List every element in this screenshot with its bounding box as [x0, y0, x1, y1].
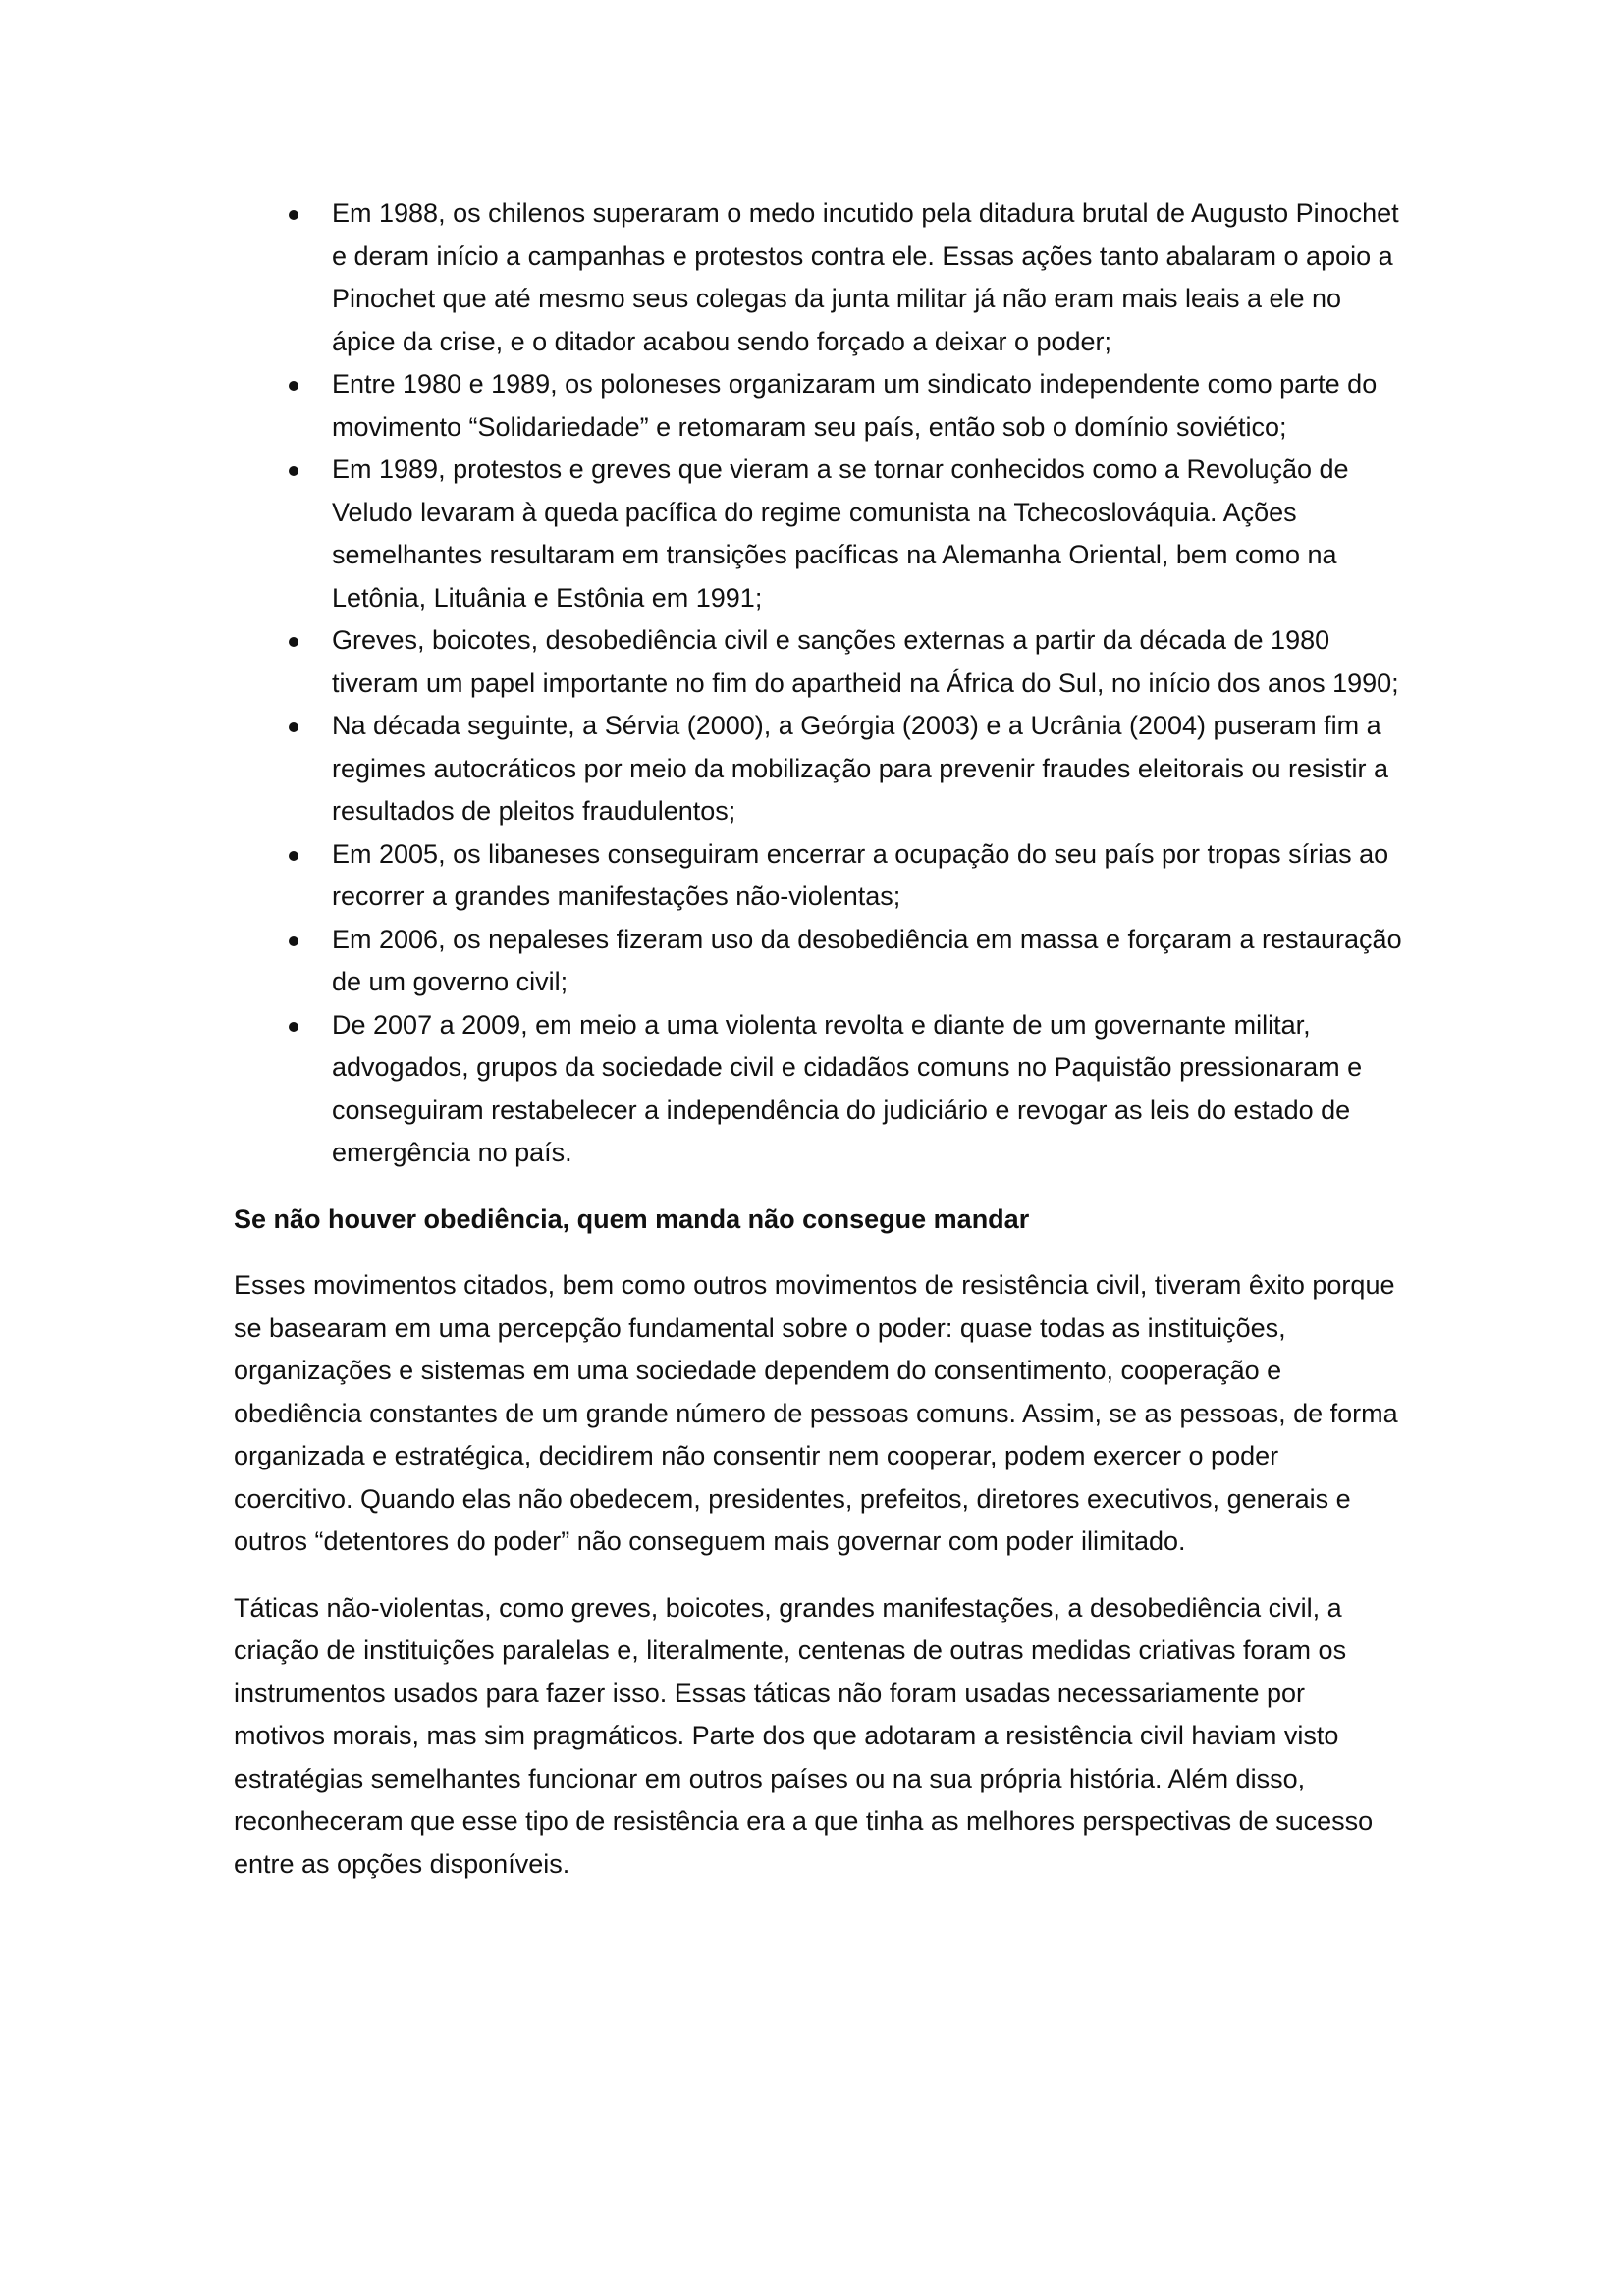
- list-item-text: De 2007 a 2009, em meio a uma violenta revolta e diante de um governante militar, advogados, grupos da sociedade civil e cidadãos comuns no Paquistão pressionaram e conseguiram restabelecer a independência do judiciário e revogar as leis do estado de emergência no país.: [332, 1009, 1363, 1167]
- bullet-icon: [289, 466, 298, 476]
- list-item: [234, 192, 1402, 363]
- bullet-icon: [289, 210, 298, 220]
- document-page: [234, 192, 1402, 1886]
- list-item: [234, 363, 1402, 449]
- bullet-icon: [289, 936, 298, 946]
- list-item: [234, 449, 1402, 619]
- paragraph: Táticas não-violentas, como greves, boicotes, grandes manifestações, a desobediência civil, a criação de instituições paralelas e, literalmente, centenas de outras medidas criativas foram os instrumentos usados para fazer isso. Essas táticas não foram usadas necessariamente por motivos morais, mas sim pragmáticos. Parte dos que adotaram a resistência civil haviam visto estratégias semelhantes funcionar em outros países ou na sua própria história. Além disso, reconheceram que esse tipo de resistência era a que tinha as melhores perspectivas de sucesso entre as opções disponíveis.: [234, 1592, 1374, 1879]
- bullet-icon: [289, 381, 298, 391]
- paragraph: Esses movimentos citados, bem como outros movimentos de resistência civil, tiveram êxito porque se basearam em uma percepção fundamental sobre o poder: quase todas as instituições, organizações e sistemas em uma sociedade dependem do consentimento, cooperação e obediência constantes de um grande número de pessoas comuns. Assim, se as pessoas, de forma organizada e estratégica, decidirem não consentir nem cooperar, podem exercer o poder coercitivo. Quando elas não obedecem, presidentes, prefeitos, diretores executivos, generais e outros “detentores do poder” não conseguem mais governar com poder ilimitado.: [234, 1270, 1398, 1556]
- list-item: [234, 705, 1402, 833]
- list-item: [234, 919, 1402, 1004]
- list-item: [234, 1004, 1402, 1175]
- bullet-icon: [289, 851, 298, 861]
- list-item: [234, 619, 1402, 705]
- list-item-text: Em 1989, protestos e greves que vieram a se tornar conhecidos como a Revolução de Veludo levaram à queda pacífica do regime comunista na Tchecoslováquia. Ações semelhantes resultaram em transições pacíficas na Alemanha Oriental, bem como na Letônia, Lituânia e Estônia em 1991;: [332, 454, 1349, 613]
- bullet-icon: [289, 1022, 298, 1032]
- list-item-text: Entre 1980 e 1989, os poloneses organizaram um sindicato independente como parte do movimento “Solidariedade” e retomaram seu país, então sob o domínio soviético;: [332, 369, 1378, 442]
- section-heading: Se não houver obediência, quem manda não consegue mandar: [234, 1203, 1030, 1234]
- bullet-icon: [289, 637, 298, 647]
- list-item-text: Greves, boicotes, desobediência civil e sanções externas a partir da década de 1980 tiveram um papel importante no fim do apartheid na África do Sul, no início dos anos 1990;: [332, 625, 1399, 698]
- list-item-text: Na década seguinte, a Sérvia (2000), a Geórgia (2003) e a Ucrânia (2004) puseram fim a regimes autocráticos por meio da mobilização para prevenir fraudes eleitorais ou resistir a resultados de pleitos fraudulentos;: [332, 711, 1389, 826]
- list-item: [234, 833, 1402, 919]
- bullet-list: [234, 192, 1402, 1175]
- list-item-text: Em 1988, os chilenos superaram o medo incutido pela ditadura brutal de Augusto Pinochet e deram início a campanhas e protestos contra ele. Essas ações tanto abalaram o apoio a Pinochet que até mesmo seus colegas da junta militar já não eram mais leais a ele no ápice da crise, e o ditador acabou sendo forçado a deixar o poder;: [332, 198, 1399, 356]
- list-item-text: Em 2006, os nepaleses fizeram uso da desobediência em massa e forçaram a restauração de um governo civil;: [332, 924, 1402, 996]
- list-item-text: Em 2005, os libaneses conseguiram encerrar a ocupação do seu país por tropas sírias ao recorrer a grandes manifestações não-violentas;: [332, 838, 1389, 911]
- bullet-icon: [289, 722, 298, 732]
